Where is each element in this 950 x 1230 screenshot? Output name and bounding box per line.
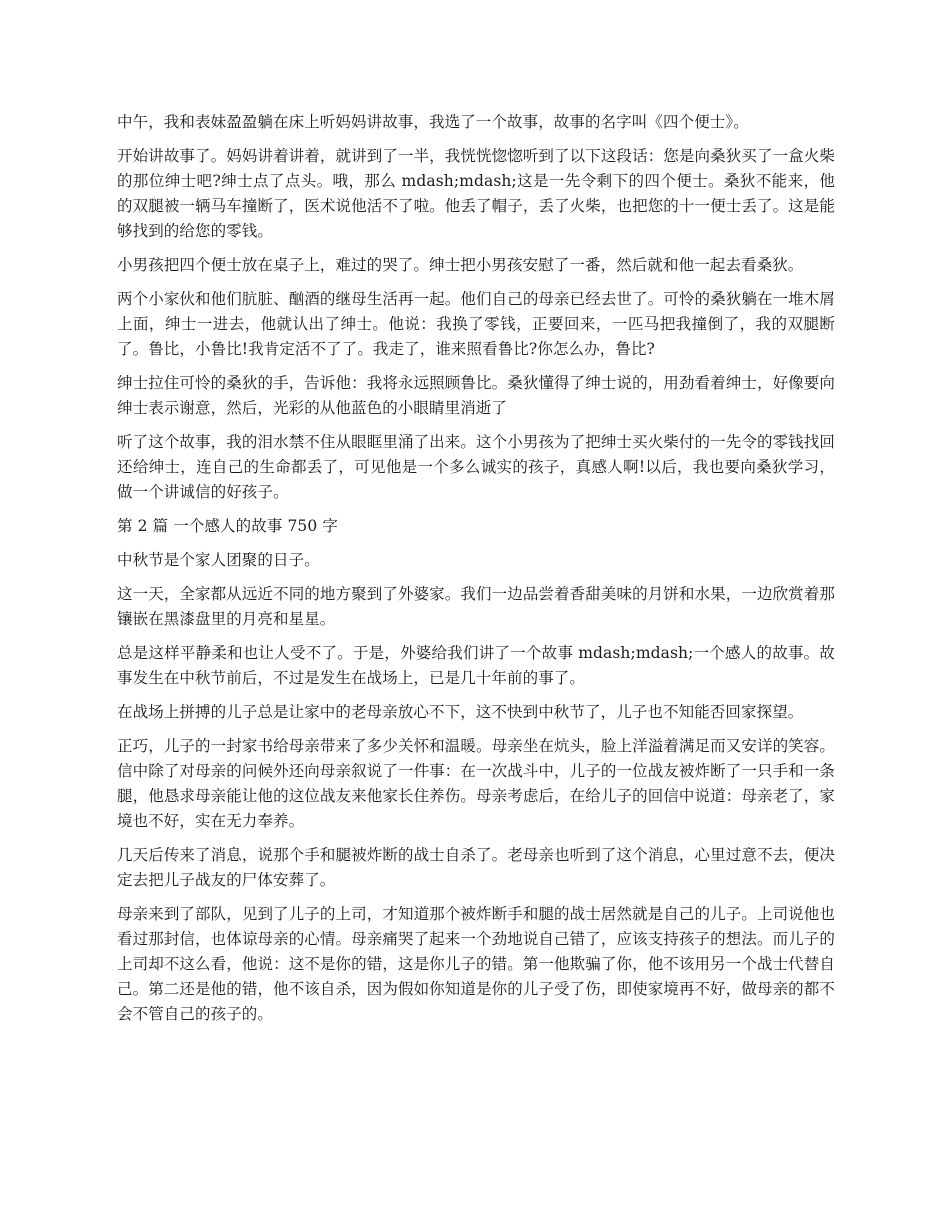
paragraph: 绅士拉住可怜的桑狄的手，告诉他：我将永远照顾鲁比。桑狄懂得了绅士说的，用劲看着绅士，好像要向绅士表示谢意，然后，光彩的从他蓝色的小眼睛里消逝了 <box>117 374 835 417</box>
section-heading: 第 2 篇 一个感人的故事 750 字 <box>117 517 338 535</box>
paragraph: 在战场上拼搏的儿子总是让家中的老母亲放心不下，这不快到中秋节了，儿子也不知能否回家探望。 <box>117 703 804 721</box>
paragraph: 中午，我和表妹盈盈躺在床上听妈妈讲故事，我选了一个故事，故事的名字叫《四个便士》。 <box>117 113 749 131</box>
document-page <box>117 110 835 1036</box>
paragraph: 中秋节是个家人团聚的日子。 <box>117 551 320 569</box>
paragraph: 听了这个故事，我的泪水禁不住从眼眶里涌了出来。这个小男孩为了把绅士买火柴付的一先令的零钱找回还给绅士，连自己的生命都丢了，可见他是一个多么诚实的孩子，真感人啊!以后，我也要向桑狄学习，做一个讲诚信的好孩子。 <box>117 433 835 501</box>
paragraph: 母亲来到了部队，见到了儿子的上司，才知道那个被炸断手和腿的战士居然就是自己的儿子。上司说他也看过那封信，也体谅母亲的心情。母亲痛哭了起来一个劲地说自己错了，应该支持孩子的想法。而儿子的上司却不这么看，他说：这不是你的错，这是你儿子的错。第一他欺骗了你，他不该用另一个战士代替自己。第二还是他的错，他不该自杀，因为假如你知道是你的儿子受了伤，即使家境再不好，做母亲的都不会不管自己的孩子的。 <box>117 905 835 1023</box>
paragraph: 小男孩把四个便士放在桌子上，难过的哭了。绅士把小男孩安慰了一番，然后就和他一起去看桑狄。 <box>117 256 804 274</box>
paragraph: 几天后传来了消息，说那个手和腿被炸断的战士自杀了。老母亲也听到了这个消息，心里过意不去，便决定去把儿子战友的尸体安葬了。 <box>117 846 835 889</box>
paragraph: 这一天，全家都从远近不同的地方聚到了外婆家。我们一边品尝着香甜美味的月饼和水果，一边欣赏着那镶嵌在黑漆盘里的月亮和星星。 <box>117 585 835 628</box>
paragraph: 开始讲故事了。妈妈讲着讲着，就讲到了一半，我恍恍惚惚听到了以下这段话：您是向桑狄买了一盒火柴的那位绅士吧?绅士点了点头。哦，那么 mdash;mdash;这是一先令剩下的四个便士。桑狄不能来，他的双腿被一辆马车撞断了，医术说他活不了啦。他丢了帽子，丢了火柴，也把您的十一便士丢了。这是能够找到的给您的零钱。 <box>117 147 835 240</box>
paragraph: 两个小家伙和他们肮脏、酗酒的继母生活再一起。他们自己的母亲已经去世了。可怜的桑狄躺在一堆木屑上面，绅士一进去，他就认出了绅士。他说：我换了零钱，正要回来，一匹马把我撞倒了，我的双腿断了。鲁比，小鲁比!我肯定活不了了。我走了，谁来照看鲁比?你怎么办，鲁比? <box>117 290 835 358</box>
paragraph: 总是这样平静柔和也让人受不了。于是，外婆给我们讲了一个故事 mdash;mdash;一个感人的故事。故事发生在中秋节前后，不过是发生在战场上，已是几十年前的事了。 <box>117 644 835 687</box>
paragraph: 正巧，儿子的一封家书给母亲带来了多少关怀和温暖。母亲坐在炕头，脸上洋溢着满足而又安详的笑容。信中除了对母亲的问候外还向母亲叙说了一件事：在一次战斗中，儿子的一位战友被炸断了一只手和一条腿，他恳求母亲能让他的这位战友来他家长住养伤。母亲考虑后，在给儿子的回信中说道：母亲老了，家境也不好，实在无力奉养。 <box>117 737 835 830</box>
